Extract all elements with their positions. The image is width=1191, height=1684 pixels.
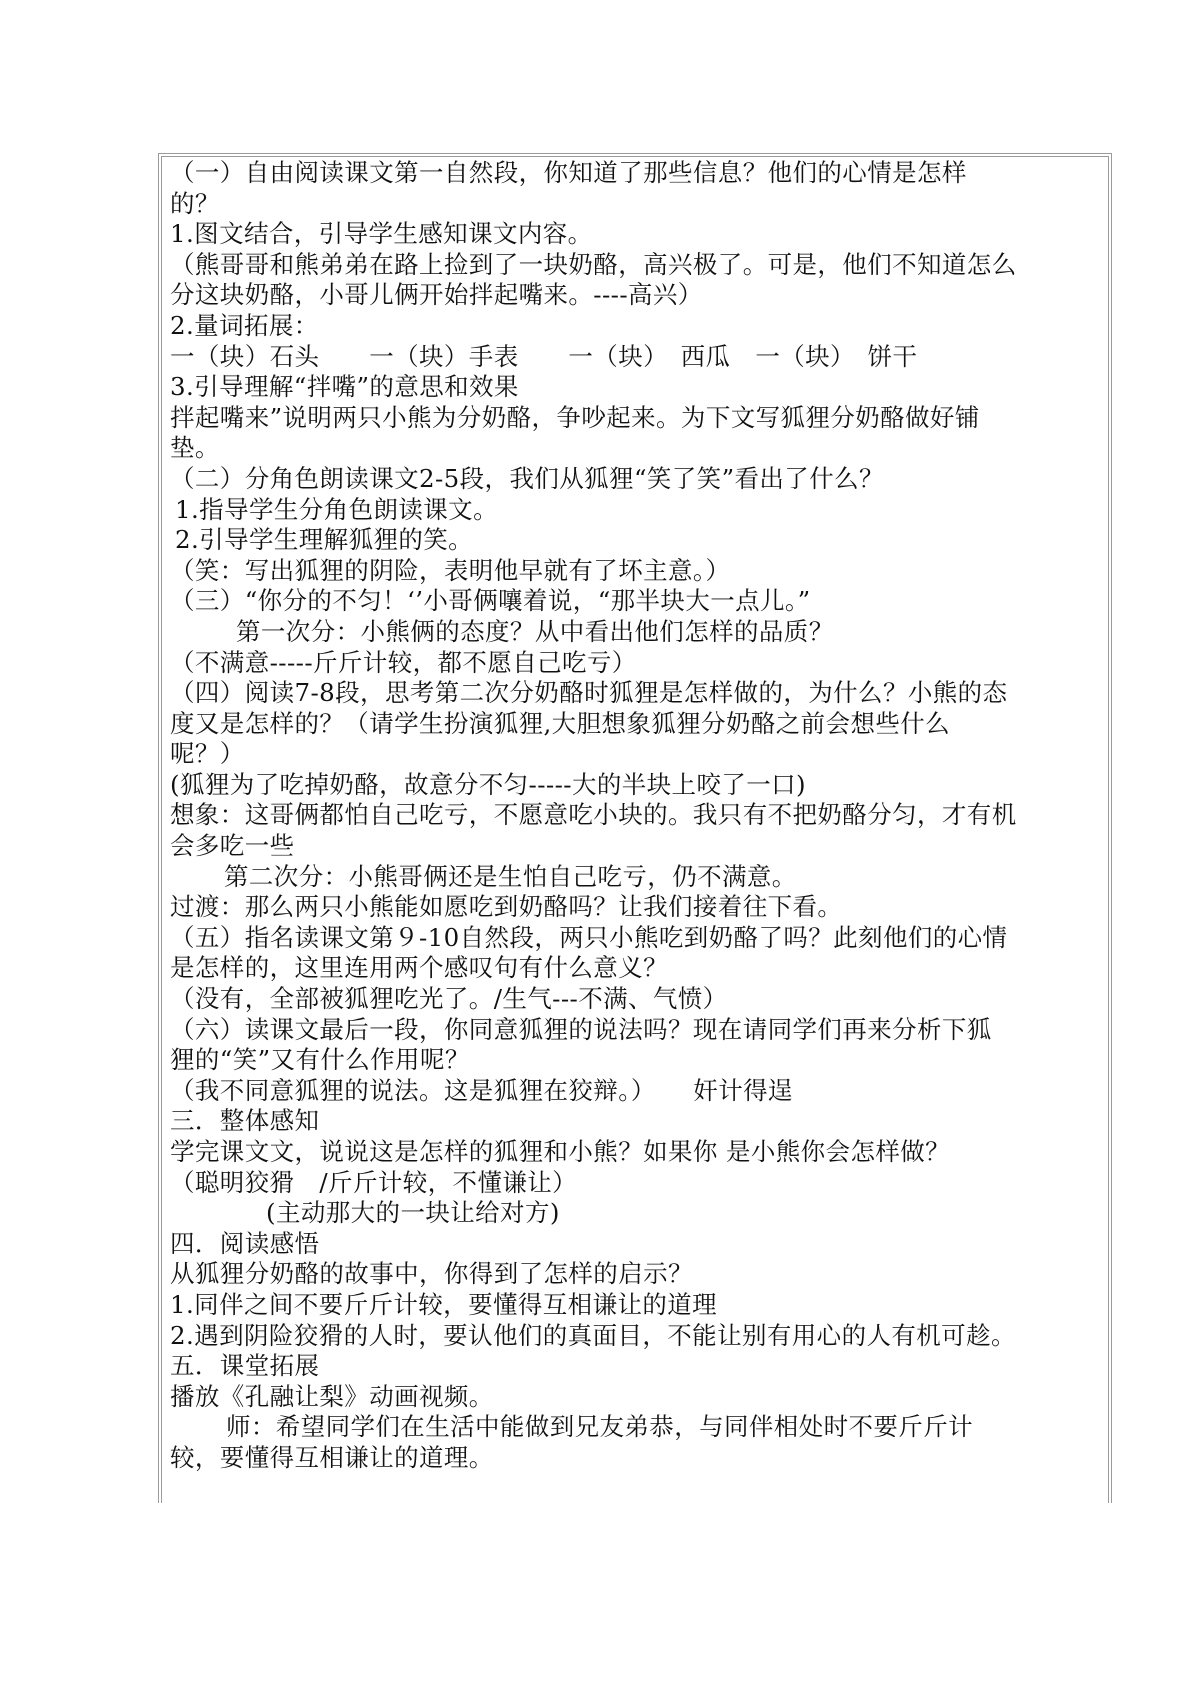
text-line: 师：希望同学们在生活中能做到兄友弟恭，与同伴相处时不要斤斤计 (226, 1412, 973, 1442)
text-line: （五）指名读课文第９-10自然段，两只小熊吃到奶酪了吗？此刻他们的心情 (170, 922, 1008, 952)
text-line: （聪明狡猾 /斤斤计较，不懂谦让） (170, 1167, 578, 1197)
text-line: 四．阅读感悟 (170, 1228, 320, 1258)
lesson-plan-text (170, 158, 1110, 1474)
text-line: 五．课堂拓展 (170, 1351, 320, 1381)
text-line: （一）自由阅读课文第一自然段，你知道了那些信息？他们的心情是怎样 (170, 158, 967, 187)
text-line: 2.量词拓展： (170, 310, 319, 340)
text-line: 2.遇到阴险狡猾的人时，要认他们的真面目，不能让别有用心的人有机可趁。 (170, 1320, 1016, 1350)
text-line: （熊哥哥和熊弟弟在路上捡到了一块奶酪，高兴极了。可是，他们不知道怎么 (170, 249, 1017, 279)
text-line: 狸的“笑”又有什么作用呢？ (170, 1045, 470, 1075)
text-line: 拌起嘴来”说明两只小熊为分奶酪，争吵起来。为下文写狐狸分奶酪做好铺 (170, 402, 980, 432)
text-line: 3.引导理解“拌嘴”的意思和效果 (170, 372, 519, 402)
text-line: 三．整体感知 (170, 1106, 320, 1136)
text-line: 1.同伴之间不要斤斤计较，要懂得互相谦让的道理 (170, 1289, 718, 1319)
text-line: 学完课文文，说说这是怎样的狐狸和小熊？如果你 是小熊你会怎样做？ (170, 1137, 951, 1166)
text-line: 是怎样的，这里连用两个感叹句有什么意义？ (170, 953, 668, 983)
text-line: 想象：这哥俩都怕自己吃亏，不愿意吃小块的。我只有不把奶酪分匀，才有机 (170, 800, 1017, 830)
text-line: 分这块奶酪，小哥儿俩开始拌起嘴来。----高兴） (170, 280, 703, 310)
text-line: （六）读课文最后一段，你同意狐狸的说法吗？现在请同学们再来分析下狐 (170, 1014, 992, 1044)
text-line: 从狐狸分奶酪的故事中，你得到了怎样的启示？ (170, 1259, 693, 1289)
text-line: （没有，全部被狐狸吃光了。/生气---不满、气愤） (170, 984, 728, 1014)
text-line: (主动那大的一块让给对方) (266, 1198, 560, 1228)
text-line: 度又是怎样的？（请学生扮演狐狸,大胆想象狐狸分奶酪之前会想些什么 (170, 708, 951, 738)
text-line: 一（块）石头 一（块）手表 一（块） 西瓜 一（块） 饼干 (170, 341, 918, 371)
text-line: 过渡：那么两只小熊能如愿吃到奶酪吗？让我们接着往下看。 (170, 892, 843, 922)
text-line: （不满意-----斤斤计较，都不愿自己吃亏） (170, 647, 637, 677)
text-line: （笑：写出狐狸的阴险，表明他早就有了坏主意。） (170, 555, 731, 585)
text-line: 播放《孔融让梨》动画视频。 (170, 1381, 494, 1411)
text-line: （二）分角色朗读课文2-5段，我们从狐狸“笑了笑”看出了什么？ (170, 463, 884, 493)
text-line: （三）“你分的不匀！‘’小哥俩嚷着说，“那半块大一点儿。” (170, 586, 811, 616)
text-line: 垫。 (170, 433, 220, 463)
text-line: 第一次分：小熊俩的态度？从中看出他们怎样的品质？ (236, 616, 834, 646)
text-line: 1.指导学生分角色朗读课文。 (175, 494, 498, 524)
text-line: 呢？） (170, 739, 245, 769)
text-line: (狐狸为了吃掉奶酪，故意分不匀-----大的半块上咬了一口) (170, 769, 807, 799)
text-line: 2.引导学生理解狐狸的笑。 (175, 525, 474, 555)
text-line: （四）阅读7-8段，思考第二次分奶酪时狐狸是怎样做的，为什么？小熊的态 (170, 678, 1008, 708)
text-line: 1.图文结合，引导学生感知课文内容。 (170, 219, 593, 249)
text-line: 第二次分：小熊哥俩还是生怕自己吃亏，仍不满意。 (224, 861, 797, 891)
text-line: 较，要懂得互相谦让的道理。 (170, 1442, 494, 1472)
text-line: （我不同意狐狸的说法。这是狐狸在狡辩。） 奸计得逞 (170, 1075, 793, 1105)
text-line: 会多吃一些 (170, 831, 295, 861)
text-line: 的？ (170, 188, 220, 218)
